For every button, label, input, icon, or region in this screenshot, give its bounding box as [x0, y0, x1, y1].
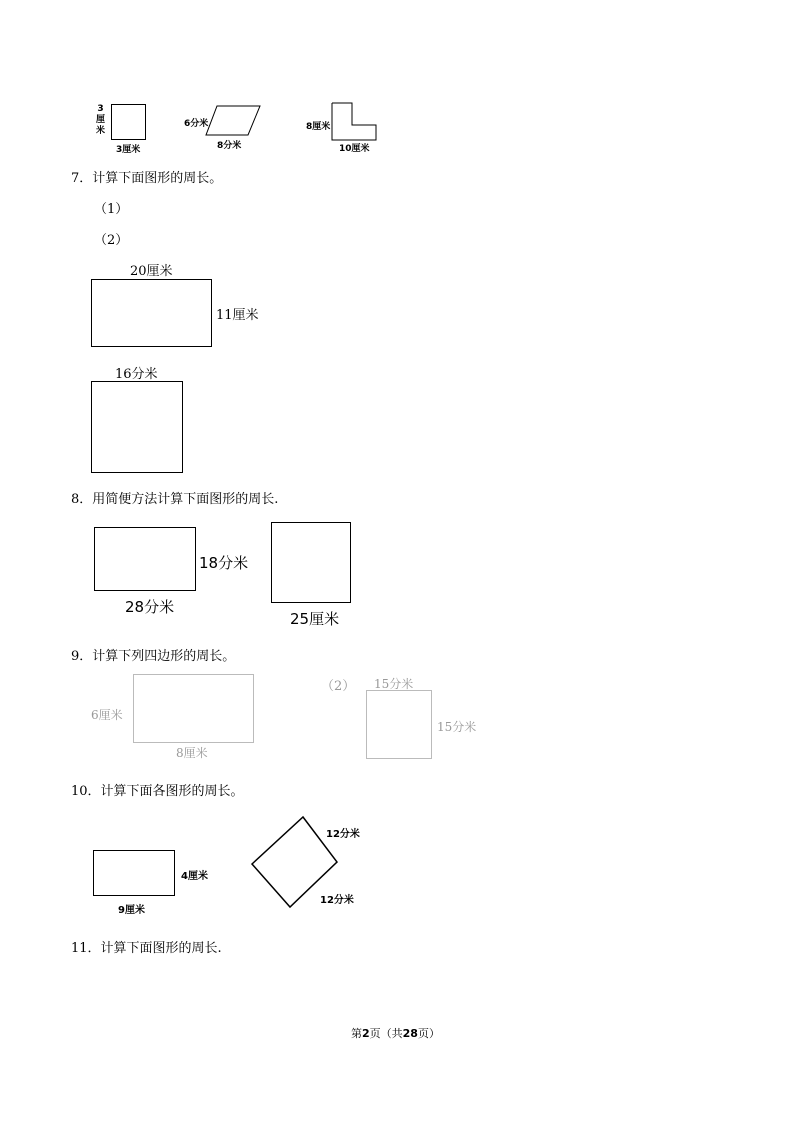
parallelogram-bottom-label: 8分米	[217, 141, 242, 151]
parallelogram-side-label: 6分米	[184, 119, 209, 129]
page-footer	[351, 1025, 440, 1041]
q7-square-top-label: 16分米	[115, 367, 158, 382]
q9-square	[366, 690, 432, 759]
q8-square-bottom-label: 25厘米	[290, 610, 340, 628]
q7-square	[91, 381, 183, 473]
label-line: 米	[96, 126, 106, 136]
lshape-side-label: 8厘米	[306, 122, 331, 132]
label-line: 厘	[96, 115, 106, 125]
footer-middle: 页（共	[369, 1027, 403, 1040]
question-10-title: 10．计算下面各图形的周长。	[71, 784, 244, 799]
lshape-figure	[331, 102, 379, 142]
footer-suffix: 页）	[417, 1027, 440, 1040]
q8-rectangle	[94, 527, 196, 591]
parallelogram-shape	[205, 105, 265, 137]
label-line: 3	[97, 104, 104, 114]
footer-prefix: 第	[351, 1027, 362, 1040]
footer-page-number: 2	[362, 1027, 370, 1040]
q7-rect-side-label: 11厘米	[216, 308, 259, 323]
question-7-sub1: （1）	[94, 202, 129, 217]
lshape-bottom-label: 10厘米	[339, 144, 370, 154]
question-8-title: 8．用简便方法计算下面图形的周长.	[71, 492, 279, 507]
q7-rect-top-label: 20厘米	[130, 264, 173, 279]
q9-rectangle	[133, 674, 254, 743]
q10-rectangle	[93, 850, 175, 896]
question-9-title: 9．计算下列四边形的周长。	[71, 649, 236, 664]
top-square-side-label	[96, 104, 105, 137]
footer-total-pages: 28	[402, 1027, 418, 1040]
q9-square-side-label: 15分米	[437, 720, 477, 734]
question-7-title: 7．计算下面图形的周长。	[71, 171, 223, 186]
top-square-bottom-label: 3厘米	[116, 145, 141, 155]
q9-rect-side-label: 6厘米	[91, 708, 123, 722]
question-11-title: 11．计算下面图形的周长.	[71, 941, 222, 956]
q8-square	[271, 522, 351, 603]
q10-rect-bottom-label: 9厘米	[118, 905, 145, 916]
question-7-sub2: （2）	[94, 233, 129, 248]
q10-diamond-bottom-label: 12分米	[320, 895, 354, 906]
q8-rect-side-label: 18分米	[199, 554, 249, 572]
q9-square-top-label: 15分米	[374, 677, 414, 691]
q7-rectangle	[91, 279, 212, 347]
q8-rect-bottom-label: 28分米	[125, 598, 175, 616]
q9-sub2: （2）	[321, 679, 356, 694]
q10-diamond-top-label: 12分米	[326, 829, 360, 840]
top-square	[111, 104, 146, 140]
q10-rect-side-label: 4厘米	[181, 871, 208, 882]
q9-rect-bottom-label: 8厘米	[176, 746, 208, 760]
